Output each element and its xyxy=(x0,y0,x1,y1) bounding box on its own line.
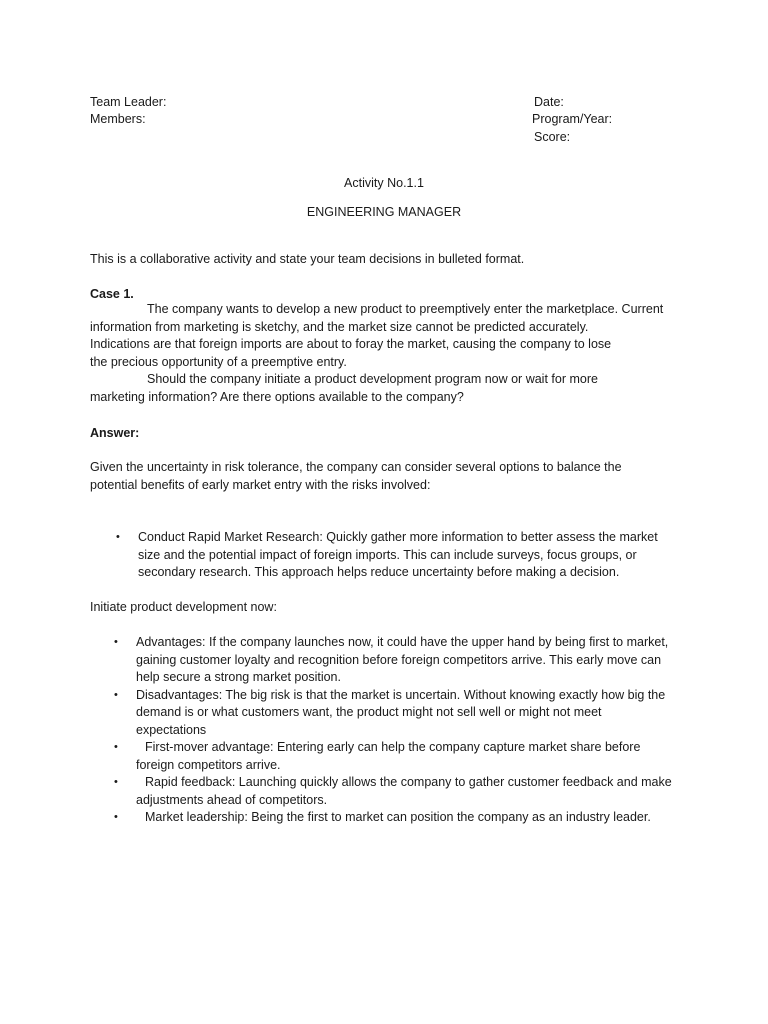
bullet-line: adjustments ahead of competitors. xyxy=(136,792,328,807)
bullet-line: foreign competitors arrive. xyxy=(136,757,281,772)
bullet-icon: • xyxy=(116,531,120,543)
bullet-line: Advantages: If the company launches now, it could have the upper hand by being first to market, xyxy=(136,635,669,649)
case-line: Indications are that foreign imports are about to foray the market, causing the company to lose xyxy=(90,337,612,351)
program-year-label: Program/Year: xyxy=(532,112,613,126)
bullet-line: help secure a strong market position. xyxy=(136,670,341,684)
bullet-line: secondary research. This approach helps reduce uncertainty before making a decision. xyxy=(138,565,620,579)
subject-title: ENGINEERING MANAGER xyxy=(306,205,462,219)
bullet-icon: • xyxy=(114,636,118,648)
members-label: Members: xyxy=(90,112,146,126)
bullet-line: expectations xyxy=(136,722,207,737)
intro-text: This is a collaborative activity and state your team decisions in bulleted format. xyxy=(90,252,525,266)
case-body xyxy=(90,301,690,406)
list-item xyxy=(114,687,672,740)
bullet-line: Rapid feedback: Launching quickly allows the company to gather customer feedback and make xyxy=(145,775,672,789)
research-bullet-list xyxy=(116,529,658,582)
case-line: information from marketing is sketchy, and the market size cannot be predicted accurately. xyxy=(90,319,589,334)
answer-line: Given the uncertainty in risk tolerance, the company can consider several options to balance the xyxy=(90,460,622,474)
bullet-icon: • xyxy=(114,688,118,701)
team-leader-label: Team Leader: xyxy=(90,95,167,109)
case-line: The company wants to develop a new product to preemptively enter the marketplace. Current xyxy=(147,302,664,316)
list-item xyxy=(114,634,672,687)
initiate-bullet-list xyxy=(114,634,672,827)
score-label: Score: xyxy=(534,130,571,144)
bullet-line: Disadvantages: The big risk is that the market is uncertain. Without knowing exactly how big the xyxy=(136,687,666,702)
activity-title: Activity No.1.1 xyxy=(344,176,424,190)
list-item xyxy=(114,739,672,774)
list-item xyxy=(114,774,672,809)
bullet-line: Market leadership: Being the first to market can position the company as an industry leader. xyxy=(145,810,651,824)
case-line: Should the company initiate a product development program now or wait for more xyxy=(147,372,598,386)
case-line: the precious opportunity of a preemptive entry. xyxy=(90,354,347,369)
answer-heading: Answer: xyxy=(90,426,140,440)
case-line: marketing information? Are there options available to the company? xyxy=(90,389,464,404)
list-item xyxy=(116,529,658,582)
bullet-icon: • xyxy=(114,811,118,823)
bullet-line: First-mover advantage: Entering early can help the company capture market share before xyxy=(145,740,641,754)
bullet-line: Conduct Rapid Market Research: Quickly gather more information to better assess the market xyxy=(138,530,658,544)
list-item xyxy=(114,809,672,827)
bullet-line: demand is or what customers want, the product might not sell well or might not meet xyxy=(136,705,602,719)
answer-line: potential benefits of early market entry with the risks involved: xyxy=(90,477,431,492)
bullet-line: size and the potential impact of foreign imports. This can include surveys, focus groups, or xyxy=(138,547,637,562)
bullet-icon: • xyxy=(114,741,118,753)
case-heading: Case 1. xyxy=(90,287,134,301)
bullet-line: gaining customer loyalty and recognition before foreign competitors arrive. This early move can xyxy=(136,652,662,667)
date-label: Date: xyxy=(534,95,564,109)
bullet-icon: • xyxy=(114,776,118,788)
answer-body xyxy=(90,459,690,494)
initiate-heading: Initiate product development now: xyxy=(90,600,277,614)
